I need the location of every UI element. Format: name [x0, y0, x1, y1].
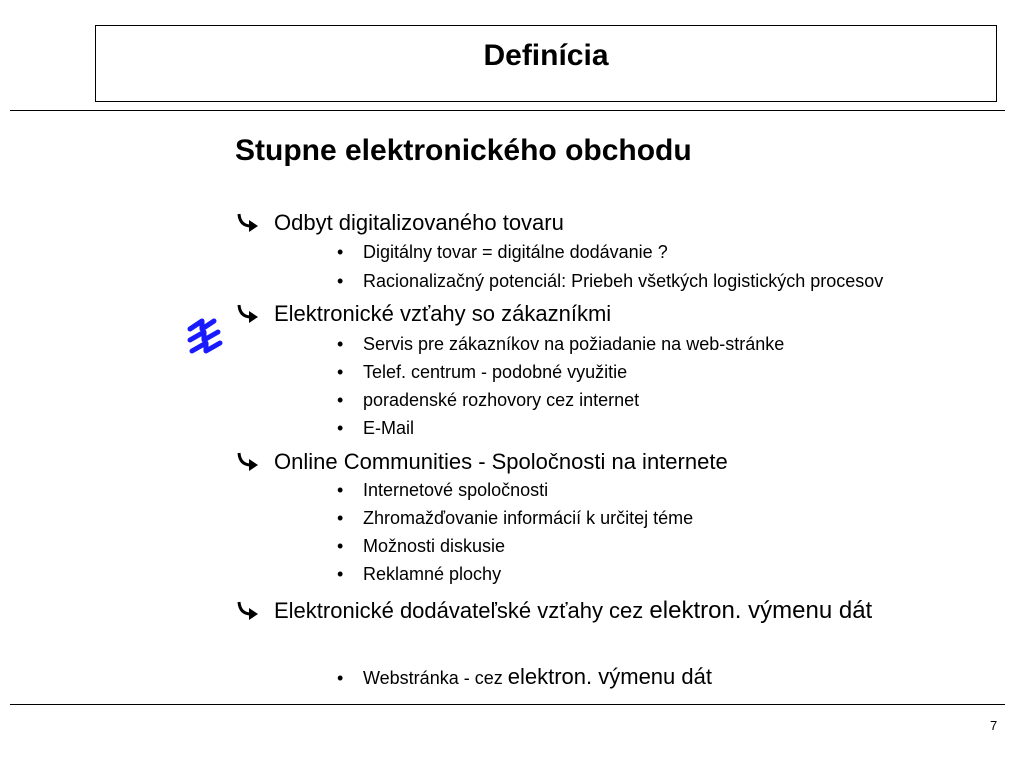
- slide-subtitle: Stupne elektronického obchodu: [235, 134, 692, 167]
- curved-arrow-icon: [236, 599, 262, 621]
- section-heading-text: Online Communities - Spoločnosti na internete: [274, 449, 728, 474]
- section-heading: [236, 210, 564, 236]
- bottom-divider: [10, 704, 1005, 705]
- list-item: • Telef. centrum - podobné využitie: [337, 362, 628, 382]
- list-item: • Internetové spoločnosti: [337, 480, 549, 500]
- page-number: 7: [990, 718, 998, 733]
- list-item: • E-Mail: [337, 418, 415, 438]
- list-item: • Možnosti diskusie: [337, 536, 506, 556]
- top-divider: [10, 110, 1005, 111]
- list-item: • Zhromažďovanie informácií k určitej téme: [337, 508, 694, 528]
- curved-arrow-icon: [236, 302, 262, 324]
- section-heading-text-emphasis: elektron. výmenu dát: [649, 597, 873, 624]
- slide-title: Definícia: [483, 39, 609, 72]
- curved-arrow-icon: [236, 211, 262, 233]
- list-item: • Servis pre zákazníkov na požiadanie na web-stránke: [337, 334, 785, 354]
- section-heading-text: Elektronické vzťahy so zákazníkmi: [274, 301, 612, 326]
- zigzag-icon: [184, 316, 226, 360]
- list-item: • Reklamné plochy: [337, 564, 502, 584]
- section-heading: [236, 301, 611, 327]
- curved-arrow-icon: [236, 450, 262, 472]
- list-item: • Webstránka - cez elektron. výmenu dát: [337, 664, 712, 689]
- section-heading-text: Odbyt digitalizovaného tovaru: [274, 210, 564, 235]
- list-item: • poradenské rozhovory cez internet: [337, 390, 640, 410]
- section-heading-text: Elektronické dodávateľské vzťahy cez: [274, 598, 644, 623]
- list-item: • Digitálny tovar = digitálne dodávanie ?: [337, 242, 668, 262]
- list-item: • Racionalizačný potenciál: Priebeh všetkých logistických procesov: [337, 271, 884, 291]
- title-box: [95, 25, 997, 102]
- section-heading: [236, 449, 728, 475]
- section-heading: [236, 597, 872, 625]
